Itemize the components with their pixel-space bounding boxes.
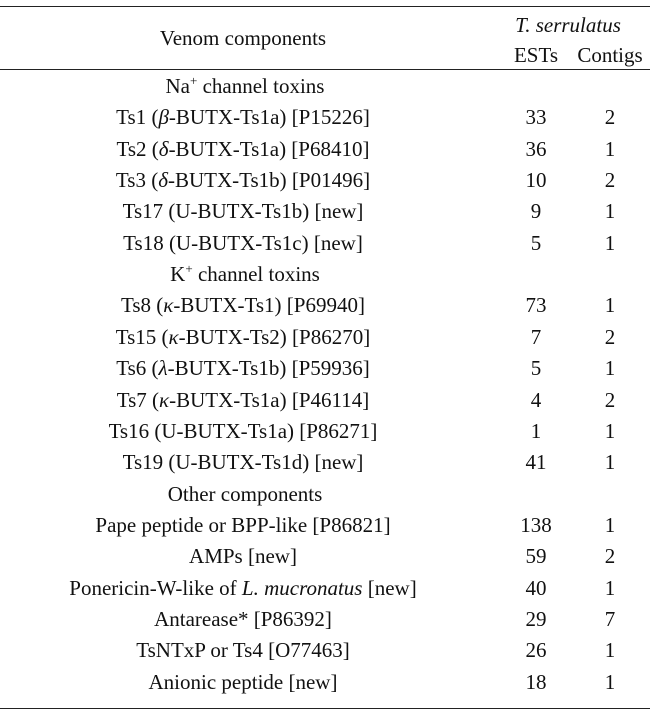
table-row [0, 510, 650, 541]
table-row [0, 102, 650, 133]
contigs-value: 7 [604, 606, 616, 631]
table-row [0, 290, 650, 321]
contigs-value: 2 [604, 168, 616, 193]
component-name: Antarease* [P86392] [154, 606, 332, 631]
contigs-value: 1 [604, 199, 616, 224]
table-row [0, 573, 650, 604]
component-name: Ts19 (U-BUTX-Ts1d) [new] [122, 450, 364, 475]
component-name: Ts18 (U-BUTX-Ts1c) [new] [123, 230, 363, 255]
component-name: Ts17 (U-BUTX-Ts1b) [new] [122, 199, 364, 224]
contigs-value: 1 [604, 575, 616, 600]
ests-value: 40 [525, 575, 547, 600]
ests-value: 9 [530, 199, 542, 224]
component-name: Ts15 (κ-BUTX-Ts2) [P86270] [115, 324, 371, 349]
contigs-value: 1 [604, 293, 616, 318]
table-row [0, 196, 650, 227]
ests-value: 4 [530, 387, 542, 412]
header-species: T. serrulatus [515, 13, 621, 37]
table-row [0, 635, 650, 666]
contigs-value: 2 [604, 387, 616, 412]
bottom-rule [0, 708, 650, 709]
table-row [0, 228, 650, 259]
contigs-value: 1 [604, 136, 616, 161]
component-name: Pape peptide or BPP-like [P86821] [95, 512, 391, 537]
section-label: K+ channel toxins [170, 261, 320, 287]
component-name: Ts1 (β-BUTX-Ts1a) [P15226] [116, 105, 370, 130]
component-name: Ts16 (U-BUTX-Ts1a) [P86271] [108, 418, 378, 443]
contigs-value: 1 [604, 669, 616, 694]
header-rule [0, 69, 650, 70]
table-row [0, 447, 650, 478]
section-label: Other components [167, 481, 323, 506]
header-ests: ESTs [513, 43, 559, 67]
table-row [0, 322, 650, 353]
section-label: Na+ channel toxins [165, 73, 325, 98]
contigs-value: 1 [604, 450, 616, 475]
table-row [0, 353, 650, 384]
ests-value: 10 [525, 168, 547, 193]
table-row [0, 604, 650, 635]
component-name: Ts7 (κ-BUTX-Ts1a) [P46114] [116, 387, 370, 412]
table-row [0, 416, 650, 447]
ests-value: 138 [520, 512, 552, 537]
component-name: Anionic peptide [new] [148, 669, 338, 694]
ests-value: 73 [525, 293, 547, 318]
component-name: AMPs [new] [189, 544, 297, 569]
ests-value: 26 [525, 638, 547, 663]
component-name: Ts3 (δ-BUTX-Ts1b) [P01496] [115, 168, 371, 193]
contigs-value: 2 [604, 544, 616, 569]
ests-value: 33 [525, 105, 547, 130]
component-name: Ts8 (κ-BUTX-Ts1) [P69940] [121, 293, 365, 318]
contigs-value: 1 [604, 418, 616, 443]
component-name: Ts6 (λ-BUTX-Ts1b) [P59936] [116, 356, 370, 381]
contigs-value: 1 [604, 638, 616, 663]
ests-value: 59 [525, 544, 547, 569]
ests-value: 18 [525, 669, 547, 694]
contigs-value: 1 [604, 356, 616, 381]
component-name: Ponericin-W-like of L. mucronatus [new] [69, 575, 417, 600]
contigs-value: 1 [604, 512, 616, 537]
table-row [0, 541, 650, 572]
ests-value: 5 [530, 356, 542, 381]
section-header-row [0, 71, 650, 102]
ests-value: 1 [530, 418, 542, 443]
ests-value: 36 [525, 136, 547, 161]
header-contigs: Contigs [577, 43, 643, 67]
contigs-value: 1 [604, 230, 616, 255]
component-name: Ts2 (δ-BUTX-Ts1a) [P68410] [116, 136, 370, 161]
ests-value: 29 [525, 606, 547, 631]
ests-value: 5 [530, 230, 542, 255]
header-venom-components: Venom components [159, 26, 327, 50]
contigs-value: 2 [604, 324, 616, 349]
section-header-row [0, 259, 650, 290]
table-row [0, 165, 650, 196]
table-row [0, 667, 650, 698]
section-header-row [0, 479, 650, 510]
component-name: TsNTxP or Ts4 [O77463] [136, 638, 350, 663]
table-row [0, 385, 650, 416]
contigs-value: 2 [604, 105, 616, 130]
ests-value: 41 [525, 450, 547, 475]
top-rule [0, 6, 650, 7]
table-row [0, 134, 650, 165]
ests-value: 7 [530, 324, 542, 349]
